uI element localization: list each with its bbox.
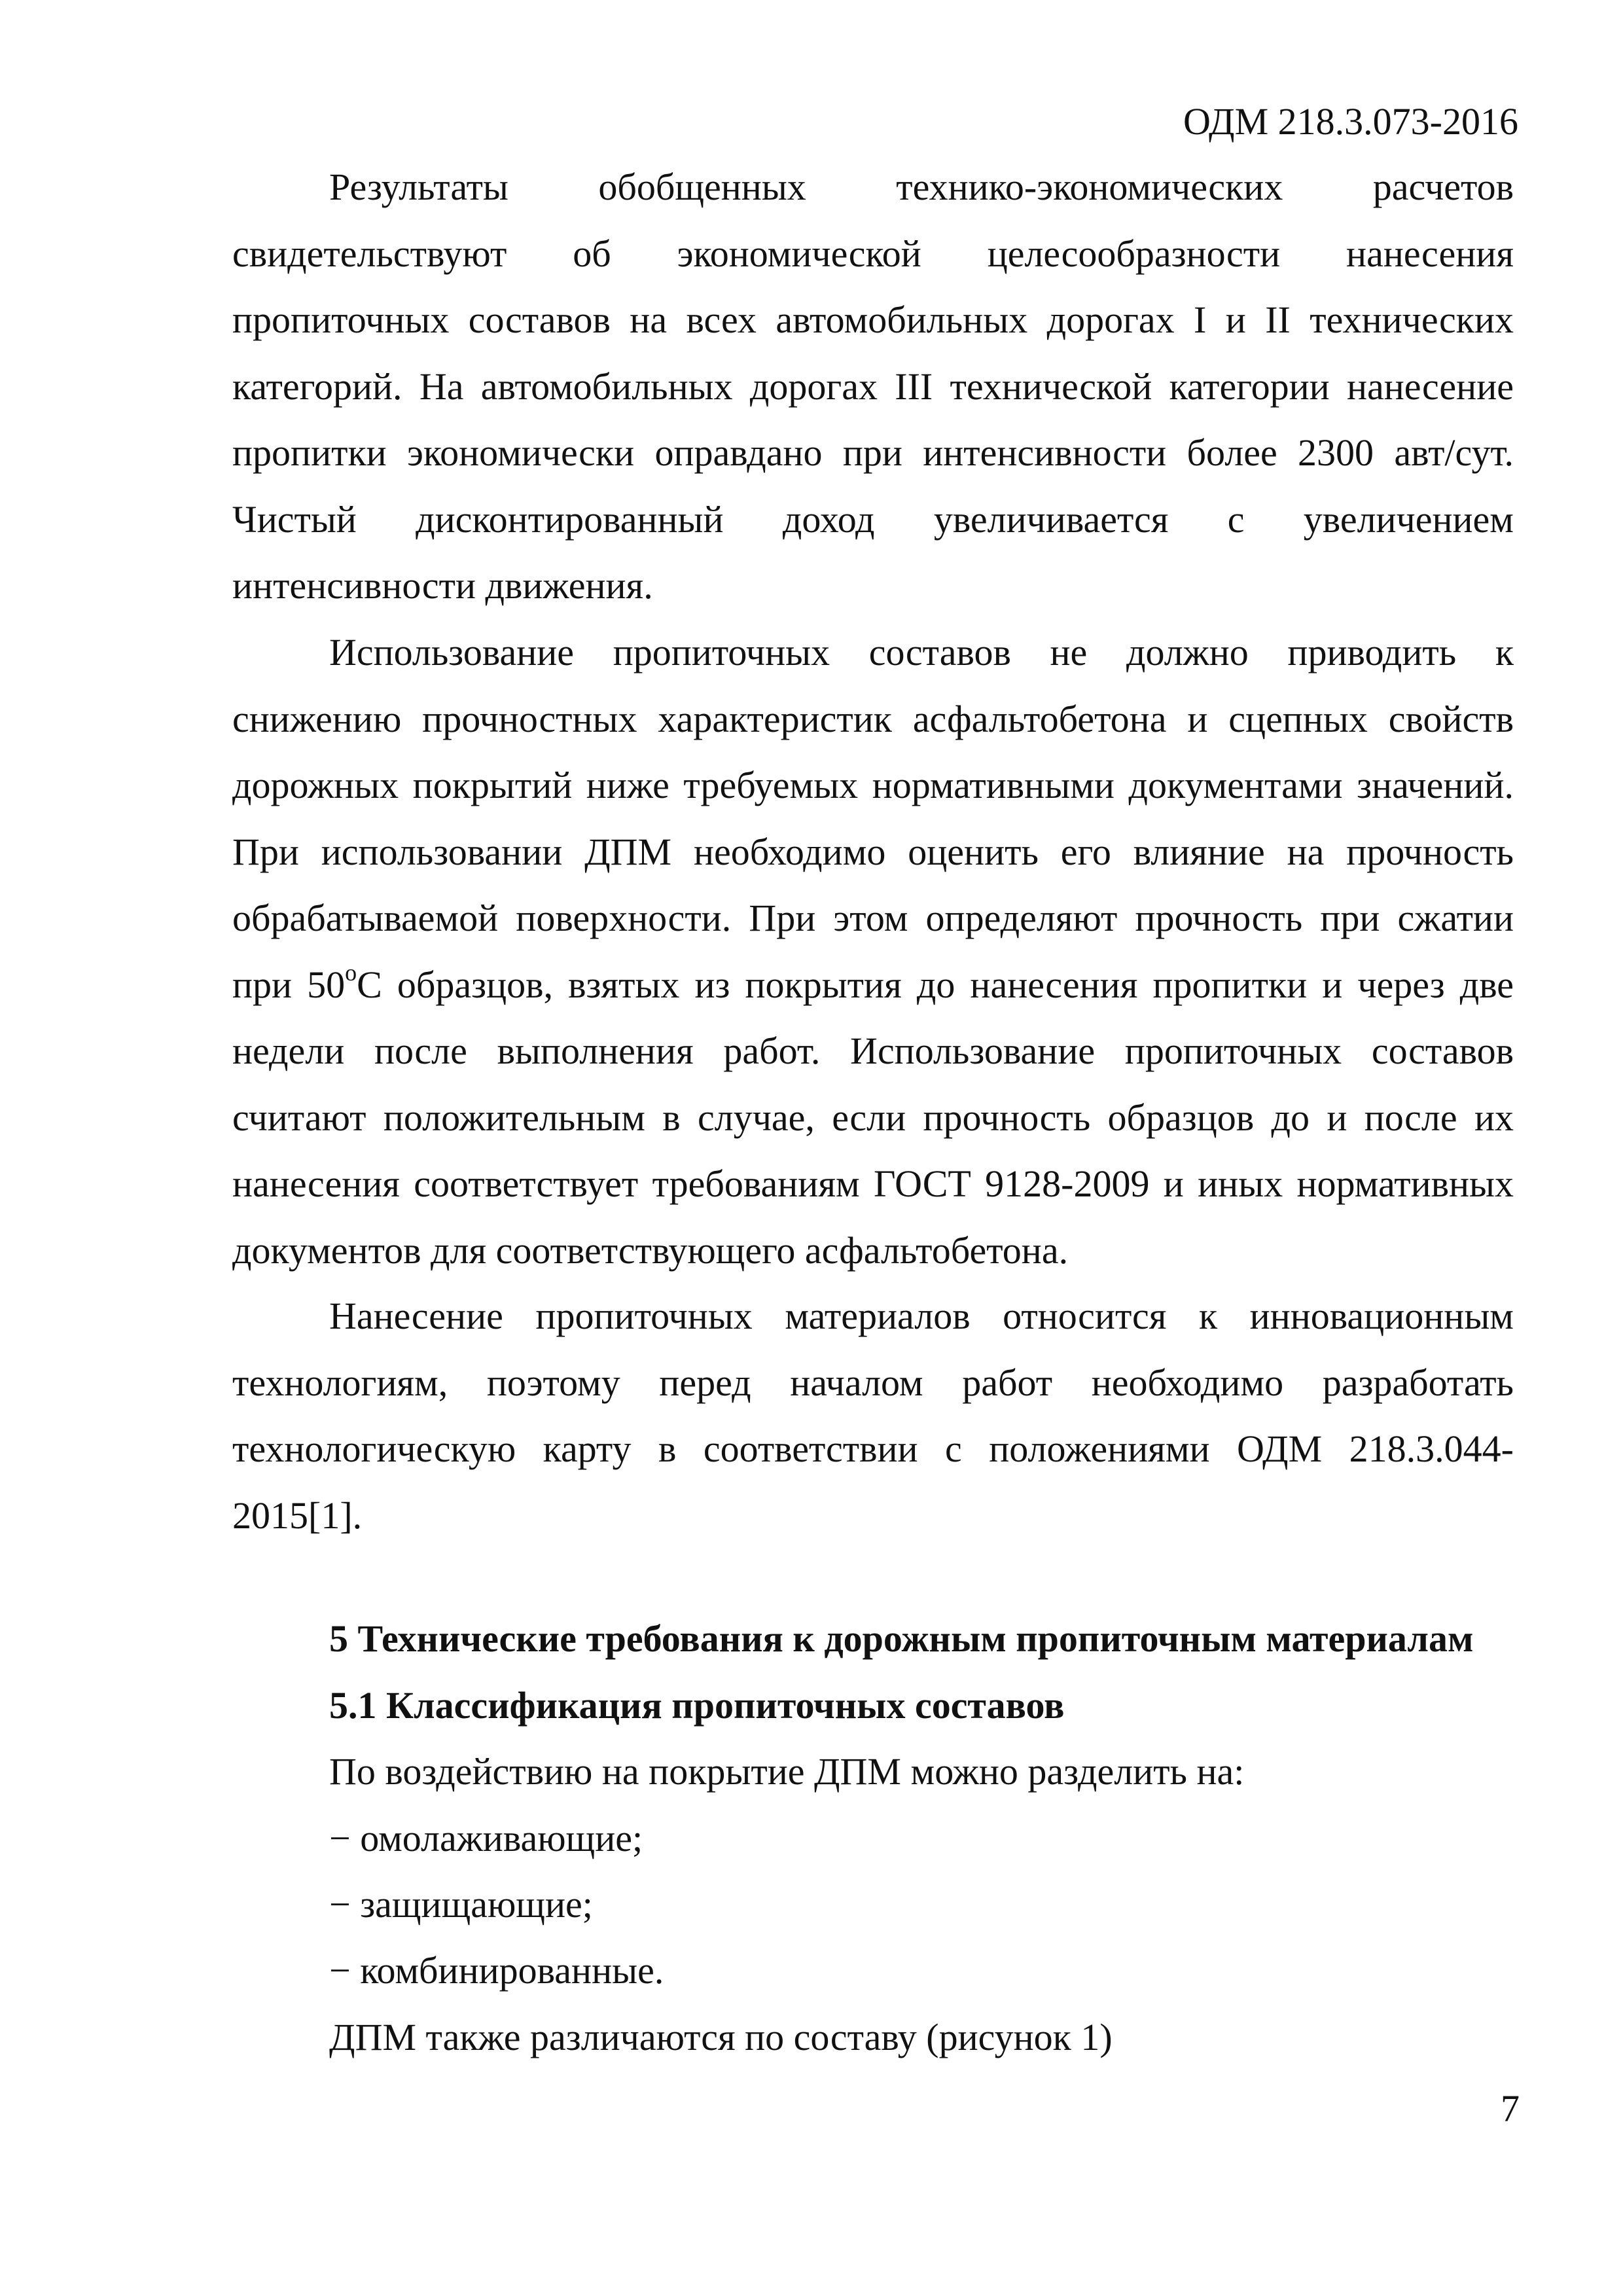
paragraph-strength-requirements (232, 619, 1514, 1283)
page-number: 7 (1501, 2087, 1520, 2130)
list-item: − омолаживающие; (329, 1817, 643, 1859)
classification-intro: По воздействию на покрытие ДПМ можно разделить на: (329, 1750, 1245, 1793)
paragraph-technology-map: Нанесение пропиточных материалов относится к инновационным технологиям, поэтому перед началом работ необходимо разработать технологическую карту в соответствии с положениями ОДМ 218.3.044-2015[1]. (232, 1295, 1514, 1537)
degree-superscript: о (345, 959, 357, 986)
subsection-heading: 5.1 Классификация пропиточных составов (329, 1684, 1065, 1727)
document-code: ОДМ 218.3.073-2016 (1183, 100, 1518, 143)
list-item: − защищающие; (329, 1883, 593, 1926)
paragraph-text-after-superscript: С образцов, взятых из покрытия до нанесения пропитки и через две недели после выполнения работ. Использование пропиточных составов считают положительным в случае, если прочность образцов до и после их нанесения соответствует требованиям ГОСТ 9128-2009 и иных нормативных документов для соответствующего асфальтобетона. (232, 963, 1514, 1272)
paragraph-economic-results: Результаты обобщенных технико-экономических расчетов свидетельствуют об экономической целесообразности нанесения пропиточных составов на всех автомобильных дорогах I и II технических категорий. На автомобильных дорогах III технической категории нанесение пропитки экономически оправдано при интенсивности более 2300 авт/сут. Чистый дисконтированный доход увеличивается с увеличением интенсивности движения. (232, 166, 1514, 607)
figure-reference: ДПМ также различаются по составу (рисунок 1) (329, 2016, 1113, 2058)
section-heading: 5 Технические требования к дорожным пропиточным материалам (329, 1617, 1474, 1660)
list-item: − комбинированные. (329, 1949, 664, 1992)
paragraph-text-before-superscript: Использование пропиточных составов не должно приводить к снижению прочностных характеристик асфальтобетона и сцепных свойств дорожных покрытий ниже требуемых нормативными документами значений. При использовании ДПМ необходимо оценить его влияние на прочность обрабатываемой поверхности. При этом определяют прочность при сжатии при 50 (232, 631, 1514, 1006)
